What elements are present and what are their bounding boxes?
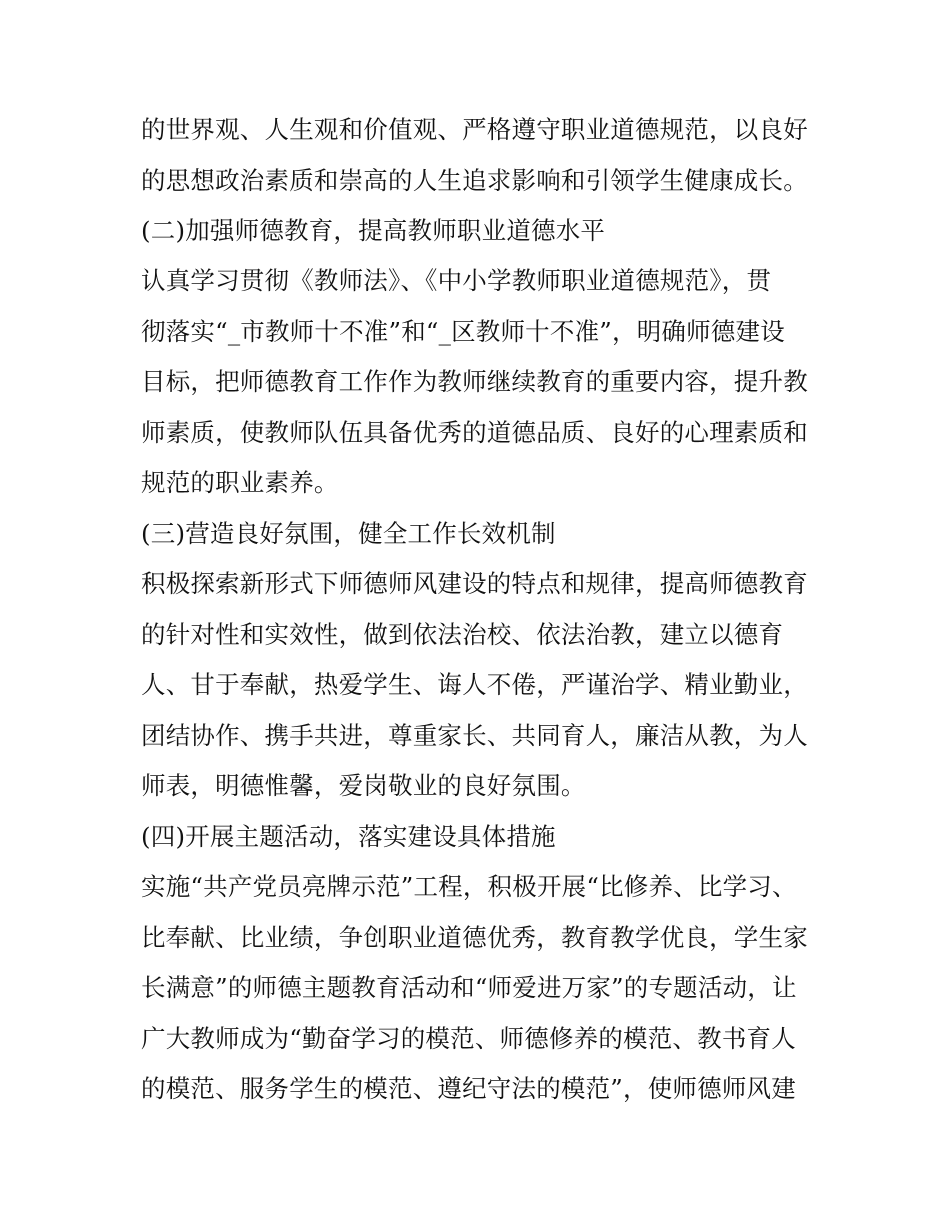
- paragraph-line: 彻落实“_市教师十不准”和“_区教师十不准”，明确师德建设: [141, 317, 785, 346]
- section-heading: (二)加强师德教育，提高教师职业道德水平: [141, 216, 606, 245]
- paragraph-line: 师表，明德惟馨，爱岗敬业的良好氛围。: [141, 771, 586, 800]
- paragraph-line: 实施“共产党员亮牌示范”工程，积极开展“比修养、比学习、: [141, 872, 797, 901]
- paragraph-line: 比奉献、比业绩，争创职业道德优秀，教育教学优良，学生家: [141, 923, 808, 952]
- paragraph-line: 认真学习贯彻《教师法》、《中小学教师职业道德规范》，贯: [141, 266, 772, 295]
- paragraph-line: 团结协作、携手共进，尊重家长、共同育人，廉洁从教，为人: [141, 721, 808, 750]
- section-heading: (四)开展主题活动，落实建设具体措施: [141, 822, 556, 851]
- paragraph-line: 长满意”的师德主题教育活动和“师爱进万家”的专题活动，让: [141, 973, 797, 1002]
- paragraph-line: 的思想政治素质和崇高的人生追求影响和引领学生健康成长。: [141, 166, 808, 195]
- paragraph-line: 的模范、服务学生的模范、遵纪守法的模范”，使师德师风建: [141, 1074, 796, 1103]
- paragraph-line: 目标，把师德教育工作作为教师继续教育的重要内容，提升教: [141, 367, 808, 396]
- paragraph-line: 人、甘于奉献，热爱学生、诲人不倦，严谨治学、精业勤业，: [141, 670, 808, 699]
- section-heading: (三)营造良好氛围，健全工作长效机制: [141, 519, 556, 548]
- paragraph-line: 师素质，使教师队伍具备优秀的道德品质、良好的心理素质和: [141, 418, 808, 447]
- paragraph-line: 规范的职业素养。: [141, 468, 339, 497]
- paragraph-line: 积极探索新形式下师德师风建设的特点和规律，提高师德教育: [141, 569, 808, 598]
- paragraph-line: 的针对性和实效性，做到依法治校、依法治教，建立以德育: [141, 620, 784, 649]
- paragraph-line: 的世界观、人生观和价值观、严格遵守职业道德规范，以良好: [141, 115, 808, 144]
- paragraph-line: 广大教师成为“勤奋学习的模范、师德修养的模范、教书育人: [141, 1024, 796, 1053]
